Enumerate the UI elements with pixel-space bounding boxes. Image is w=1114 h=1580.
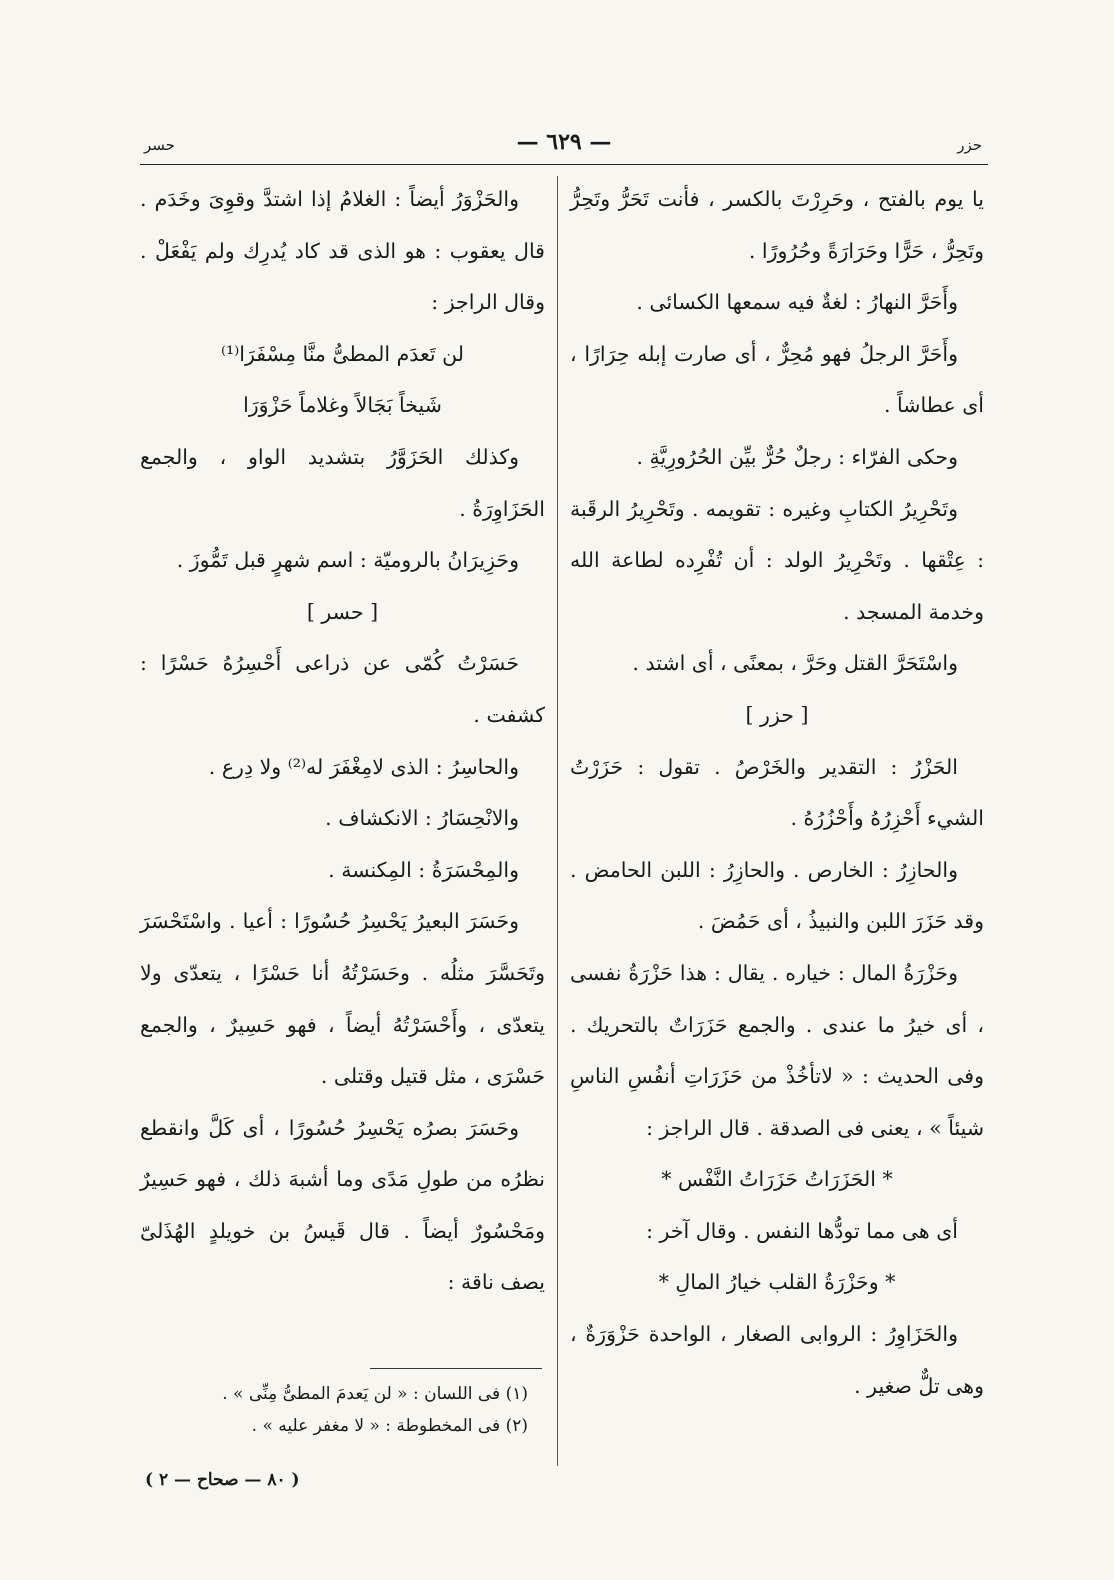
paragraph: وأَحَرَّ الرجلُ فهو مُحِرٌّ ، أى صارت إبله حِرَارًا ، أى عطاشاً . bbox=[570, 341, 984, 418]
paragraph: واسْتَحَرَّ القتل وحَرَّ ، بمعنًى ، أى اشتد . bbox=[632, 651, 958, 676]
paragraph: والانْحِسَارُ : الانكشاف . bbox=[325, 806, 519, 831]
paragraph: وحَسَرَ بصرُه يَحْسِرُ حُسُورًا ، أى كَلَّ وانقطع نظرُه من طولِ مَدًى وما أشبهَ ذلك ، فهو حَسِيرٌ ومَحْسُورٌ أيضاً . قال قَيسُ بن خويلدٍ الهُذَلىّ يصف ناقة : bbox=[140, 1115, 545, 1295]
paragraph: يا يوم بالفتح ، وحَرِرْتَ بالكسر ، فأنت تَحَرُّ وتَحِرُّ وتَحِرُّ ، حَرًّا وحَرَارَةً وحُرُورًا . bbox=[570, 187, 984, 263]
page-header bbox=[140, 128, 988, 162]
footnote-rule bbox=[370, 1368, 542, 1369]
verse-line: شَيخاً بَجَالاً وغلاماً حَزْوَرَا bbox=[243, 393, 442, 418]
paragraph: وحَسَرَ البعيرُ يَحْسِرُ حُسُورًا : أعيا . واسْتَحْسَرَ وتَحَسَّرَ مثلُه . وحَسَرْتُهُ أنا حَسْرًا ، يتعدّى ولا يتعدّى ، وأَحْسَرْتُهُ أيضاً ، فهو حَسِيرٌ ، والجمع حَسْرَى ، مثل قتيل وقتلى . bbox=[140, 909, 545, 1089]
paragraph: وأَحَرَّ النهارُ : لغةٌ فيه سمعها الكسائى . bbox=[636, 290, 958, 315]
entry-heading-hazar: [ حزر ] bbox=[745, 702, 809, 727]
footnote: (١) فى اللسان : « لن يَعدمَ المطىُّ مِنِّى » . bbox=[222, 1384, 528, 1404]
paragraph: وتَحْرِيرُ الكتابِ وغيره : تقويمه . وتَحْرِيرُ الرقَبة : عِتْقها . وتَحْرِيرُ الولد : أن تُفْرِده لطاعة الله وخدمة المسجد . bbox=[570, 496, 984, 624]
verse-line: * وحَزْرَةُ القلب خيارُ المالِ * bbox=[658, 1270, 896, 1295]
column-divider bbox=[557, 176, 558, 1466]
paragraph: وحكى الفرّاء : رجلٌ حُرٌّ بيِّن الحُرُورِيَّةِ . bbox=[636, 444, 958, 469]
paragraph: والحاسِرُ : الذى لامِغْفَرَ له⁽²⁾ ولا دِرع . bbox=[208, 754, 519, 779]
page-number: — ٦٢٩ — bbox=[516, 129, 612, 155]
header-rule bbox=[140, 164, 988, 165]
verse-line: * الحَزَرَاتُ حَزَرَاتُ النَّفْس * bbox=[661, 1167, 893, 1192]
signature-mark: ( ٨٠ — صحاح — ٢ ) bbox=[145, 1470, 300, 1490]
headword-right: حزر bbox=[957, 136, 982, 154]
right-column bbox=[570, 174, 984, 1412]
paragraph: وحَزْرَةُ المال : خياره . يقال : هذا حَزْرَةُ نفسى ، أى خيرُ ما عندى . والجمع حَزَرَاتٌ بالتحريك . وفى الحديث : « لاتأخُذْ من حَزَرَاتِ أنفُسِ الناسِ شيئاً » ، يعنى فى الصدقة . قال الراجز : bbox=[570, 960, 984, 1140]
headword-left: حسر bbox=[144, 136, 175, 154]
paragraph: الحَزْرُ : التقدير والخَرْصُ . تقول : حَزَرْتُ الشيء أَحْزِرُهُ وأَحْزُرُهُ . bbox=[570, 754, 984, 831]
paragraph: حَسَرْتُ كُمّى عن ذراعى أَحْسِرُهُ حَسْرًا : كشفت . bbox=[140, 651, 545, 727]
footnote: (٢) فى المخطوطة : « لا مغفر عليه » . bbox=[251, 1416, 528, 1436]
paragraph: أى هى مما تودُّها النفس . وقال آخر : bbox=[646, 1218, 958, 1243]
paragraph: والحَزْوَرُ أيضاً : الغلامُ إذا اشتدَّ وقوِىَ وخَدَم . قال يعقوب : هو الذى قد كاد يُدرِك ولم يَفْعَلْ . وقال الراجز : bbox=[140, 187, 545, 315]
paragraph: والحَزَاوِرُ : الروابى الصغار ، الواحدة حَزْوَرَةٌ ، وهى تلٌّ صغير . bbox=[570, 1322, 984, 1398]
verse-line: لن تَعدَم المطىُّ منَّا مِسْفَرَا⁽¹⁾ bbox=[220, 341, 465, 366]
paragraph: والحازِرُ : الخارص . والحازِرُ : اللبن الحامض . وقد حَزَرَ اللبن والنبيذُ ، أى حَمُضَ . bbox=[570, 857, 984, 934]
entry-heading-hasar: [ حسر ] bbox=[306, 599, 379, 624]
footnotes bbox=[140, 1378, 542, 1442]
left-column bbox=[140, 174, 545, 1309]
paragraph: وحَزِيرَانُ بالروميّة : اسم شهرٍ قبل تَمُّوزَ . bbox=[176, 548, 519, 573]
paragraph: والمِحْسَرَةُ : المِكنسة . bbox=[328, 857, 519, 882]
paragraph: وكذلك الحَزَوَّرُ بتشديد الواو ، والجمع الحَزَاوِرَةُ . bbox=[140, 444, 545, 521]
